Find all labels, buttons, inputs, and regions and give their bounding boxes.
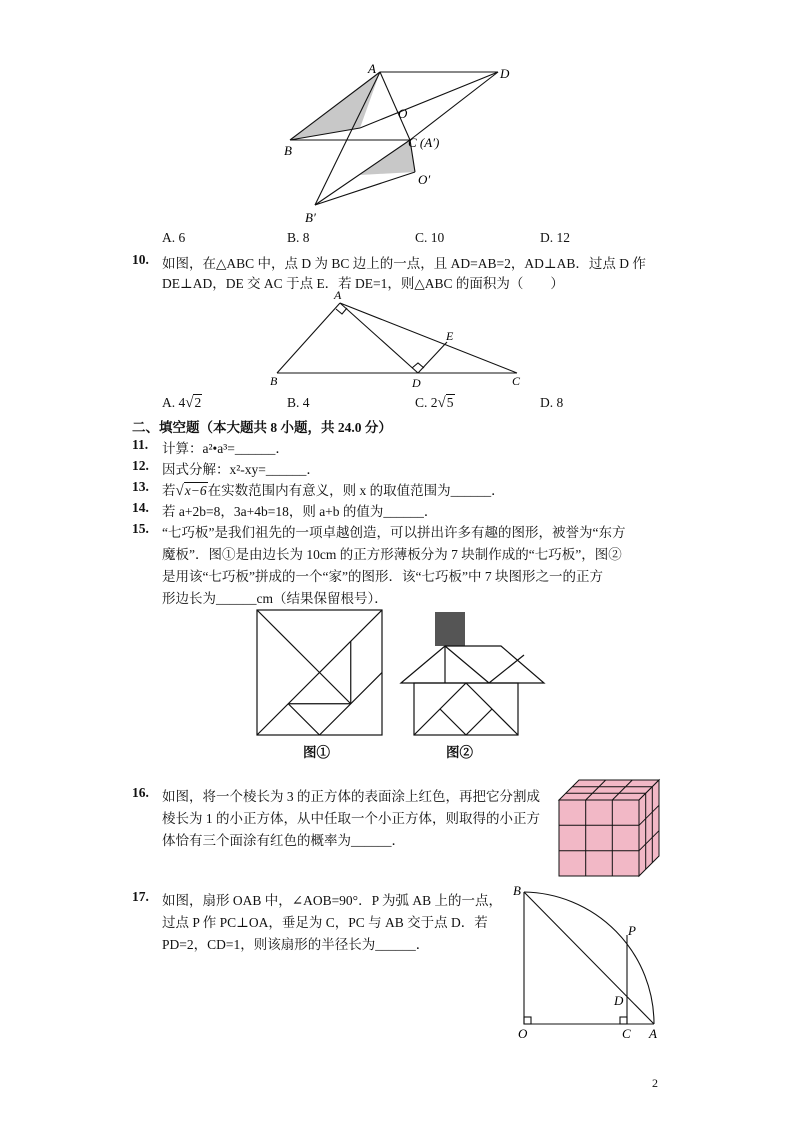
q10-number: 10. bbox=[132, 252, 149, 267]
q10-text-line2: DE⊥AD，DE 交 AC 于点 E．若 DE=1，则△ABC 的面积为（ ） bbox=[162, 276, 564, 291]
q13-pre: 若 bbox=[162, 483, 176, 498]
q9-label-o2: O′ bbox=[418, 172, 431, 187]
q14-number: 14. bbox=[132, 500, 149, 515]
page-number: 2 bbox=[652, 1076, 658, 1090]
q15-number: 15. bbox=[132, 521, 149, 536]
q16-line2: 棱长为 1 的小正方体，从中任取一个小正方体，则取得的小正方 bbox=[162, 811, 540, 826]
q17-label-b: B bbox=[513, 883, 521, 898]
q10-figure bbox=[262, 285, 532, 390]
q13-root: x−6 bbox=[184, 483, 207, 498]
q17-label-a: A bbox=[649, 1026, 657, 1041]
q17-label-p: P bbox=[628, 923, 636, 938]
q13-post: 在实数范围内有意义，则 x 的取值范围为______． bbox=[207, 483, 505, 498]
q10-label-c: C bbox=[512, 374, 521, 388]
q14-text: 若 a+2b=8，3a+4b=18，则 a+b 的值为______． bbox=[162, 504, 438, 519]
q10-label-d: D bbox=[412, 376, 421, 390]
q16-line3: 体恰有三个面涂有红色的概率为______． bbox=[162, 833, 405, 848]
q15-roof-square bbox=[435, 612, 465, 646]
q9-choice-d: D. 12 bbox=[540, 230, 570, 245]
section-2-title: 二、填空题（本大题共 8 小题，共 24.0 分） bbox=[132, 420, 392, 435]
q10-label-a: A bbox=[334, 288, 342, 302]
q10-choice-c-prefix: C. 2 bbox=[415, 395, 438, 410]
q16-line1: 如图，将一个棱长为 3 的正方体的表面涂上红色，再把它分割成 bbox=[162, 789, 540, 804]
q9-label-b2: B′ bbox=[305, 210, 316, 225]
q15-line1: “七巧板”是我们祖先的一项卓越创造，可以拼出许多有趣的图形，被誉为“东方 bbox=[162, 525, 626, 540]
q15-line4: 形边长为______cm（结果保留根号）． bbox=[162, 591, 388, 606]
q9-choice-b: B. 8 bbox=[287, 230, 310, 245]
q9-label-a: A bbox=[368, 61, 376, 76]
q17-number: 17. bbox=[132, 889, 149, 904]
q10-text-line1: 如图，在△ABC 中，点 D 为 BC 边上的一点，且 AD=AB=2，AD⊥AB．过点 D 作 bbox=[162, 256, 646, 271]
q15-fig1-label: 图① bbox=[303, 745, 330, 760]
q12-number: 12. bbox=[132, 458, 149, 473]
q9-label-d: D bbox=[500, 66, 510, 81]
q10-choice-a-root: 2 bbox=[194, 395, 202, 410]
q9-figure bbox=[270, 60, 530, 230]
q15-line2: 魔板”．图①是由边长为 10cm 的正方形薄板分为 7 块制作成的“七巧板”，图② bbox=[162, 547, 622, 562]
q10-label-e: E bbox=[446, 329, 454, 343]
q9-choice-c: C. 10 bbox=[415, 230, 445, 245]
q17-sector-figure bbox=[510, 880, 670, 1045]
q17-line1: 如图，扇形 OAB 中，∠AOB=90°．P 为弧 AB 上的一点， bbox=[162, 893, 502, 908]
q10-choice-c-root: 5 bbox=[446, 395, 454, 410]
q9-label-c: C (A′) bbox=[408, 135, 440, 150]
q10-choice-a: A. 4√2 bbox=[162, 395, 202, 411]
q16-number: 16. bbox=[132, 785, 149, 800]
q11-text: 计算：a²•a³=______． bbox=[162, 441, 289, 456]
q9-label-o: O bbox=[398, 106, 408, 121]
q17-label-d: D bbox=[614, 993, 624, 1008]
q17-line3: PD=2，CD=1，则该扇形的半径长为______． bbox=[162, 937, 430, 952]
q10-label-b: B bbox=[270, 374, 278, 388]
q17-label-o: O bbox=[518, 1026, 528, 1041]
q15-fig2-label: 图② bbox=[446, 745, 473, 760]
q15-line3: 是用该“七巧板”拼成的一个“家”的图形．该“七巧板”中 7 块图形之一的正方 bbox=[162, 569, 603, 584]
q15-house-figure bbox=[398, 608, 548, 738]
q10-choice-b: B. 4 bbox=[287, 395, 310, 410]
q15-tangram-figure bbox=[255, 608, 385, 738]
q13-number: 13. bbox=[132, 479, 149, 494]
q10-choice-d: D. 8 bbox=[540, 395, 564, 410]
q11-number: 11. bbox=[132, 437, 149, 452]
q9-label-b: B bbox=[284, 143, 292, 158]
q9-choice-a: A. 6 bbox=[162, 230, 186, 245]
q13-text: 若√x−6在实数范围内有意义，则 x 的取值范围为______． bbox=[162, 483, 505, 499]
q12-text: 因式分解：x²-xy=______． bbox=[162, 462, 320, 477]
q17-label-c: C bbox=[622, 1026, 631, 1041]
q10-choice-a-prefix: A. 4 bbox=[162, 395, 186, 410]
q16-cube-figure bbox=[555, 776, 665, 881]
q10-choice-c: C. 2√5 bbox=[415, 395, 454, 411]
q17-line2: 过点 P 作 PC⊥OA，垂足为 C，PC 与 AB 交于点 D．若 bbox=[162, 915, 488, 930]
